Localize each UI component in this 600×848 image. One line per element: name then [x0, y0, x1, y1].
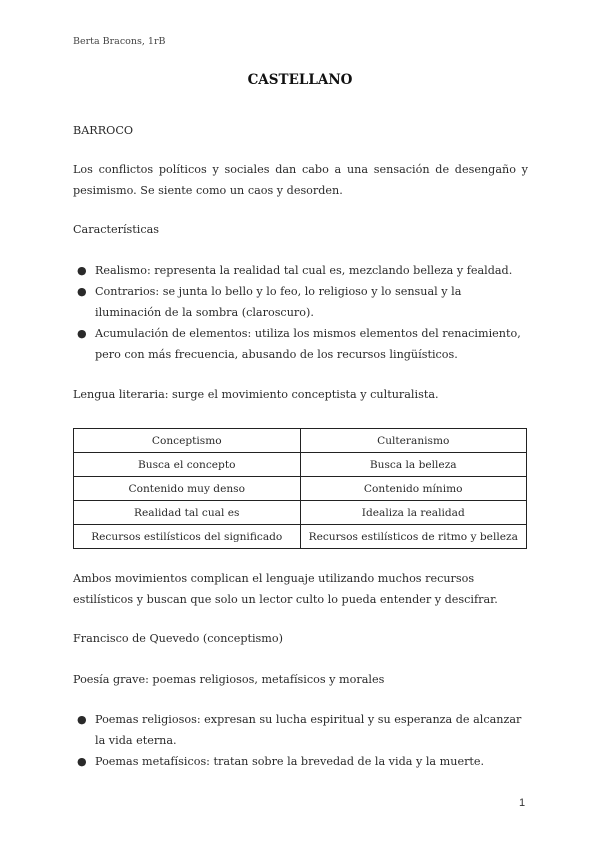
table-cell: Realidad tal cual es — [74, 501, 301, 525]
table-row — [74, 525, 527, 549]
table-cell: Idealiza la realidad — [300, 501, 527, 525]
table-row — [74, 477, 527, 501]
table-cell: Recursos estilísticos de ritmo y belleza — [300, 525, 527, 549]
page-title: CASTELLANO — [247, 72, 353, 88]
poesia-paragraph: Poesía grave: poemas religiosos, metafísicos y morales — [73, 673, 385, 686]
lengua-paragraph: Lengua literaria: surge el movimiento conceptista y culturalista. — [73, 388, 439, 401]
table-cell: Busca el concepto — [74, 453, 301, 477]
bullet-icon: ● — [77, 327, 87, 340]
table-header-row — [74, 429, 527, 453]
comparison-table — [73, 428, 527, 549]
list-item: ● Poemas metafísicos: tratan sobre la brevedad de la vida y la muerte. — [73, 751, 528, 772]
table-header-cell: Conceptismo — [74, 429, 301, 453]
intro-paragraph: Los conflictos políticos y sociales dan cabo a una sensación de desengaño y pesimismo. Se siente como un caos y desorden. — [73, 163, 528, 197]
bullet-icon: ● — [77, 285, 87, 298]
quevedo-heading: Francisco de Quevedo (conceptismo) — [73, 632, 284, 645]
poemas-list — [73, 709, 528, 772]
characteristics-heading: Características — [73, 223, 160, 236]
table-row — [74, 453, 527, 477]
list-item: ● Realismo: representa la realidad tal cual es, mezclando belleza y fealdad. — [73, 260, 528, 281]
table-row — [74, 501, 527, 525]
table-cell: Contenido mínimo — [300, 477, 527, 501]
table-cell: Contenido muy denso — [74, 477, 301, 501]
table-cell: Busca la belleza — [300, 453, 527, 477]
bullet-icon: ● — [77, 264, 87, 277]
bullet-icon: ● — [77, 755, 87, 768]
page-header-author: Berta Bracons, 1rB — [73, 36, 166, 47]
list-item: ● Poemas religiosos: expresan su lucha espiritual y su esperanza de alcanzar la vida eterna. — [73, 709, 528, 751]
table-header-cell: Culteranismo — [300, 429, 527, 453]
characteristics-list — [73, 260, 528, 365]
page-number: 1 — [519, 797, 526, 809]
list-item: ● Contrarios: se junta lo bello y lo feo, lo religioso y lo sensual y la iluminación de la sombra (claroscuro). — [73, 281, 528, 323]
list-item: ● Acumulación de elementos: utiliza los mismos elementos del renacimiento, pero con más frecuencia, abusando de los recursos lingüísticos. — [73, 323, 528, 365]
table-cell: Recursos estilísticos del significado — [74, 525, 301, 549]
ambos-paragraph: Ambos movimientos complican el lenguaje utilizando muchos recursos estilísticos y buscan que solo un lector culto lo pueda entender y descifrar. — [73, 572, 498, 606]
section-heading: BARROCO — [73, 124, 134, 137]
bullet-icon: ● — [77, 713, 87, 726]
